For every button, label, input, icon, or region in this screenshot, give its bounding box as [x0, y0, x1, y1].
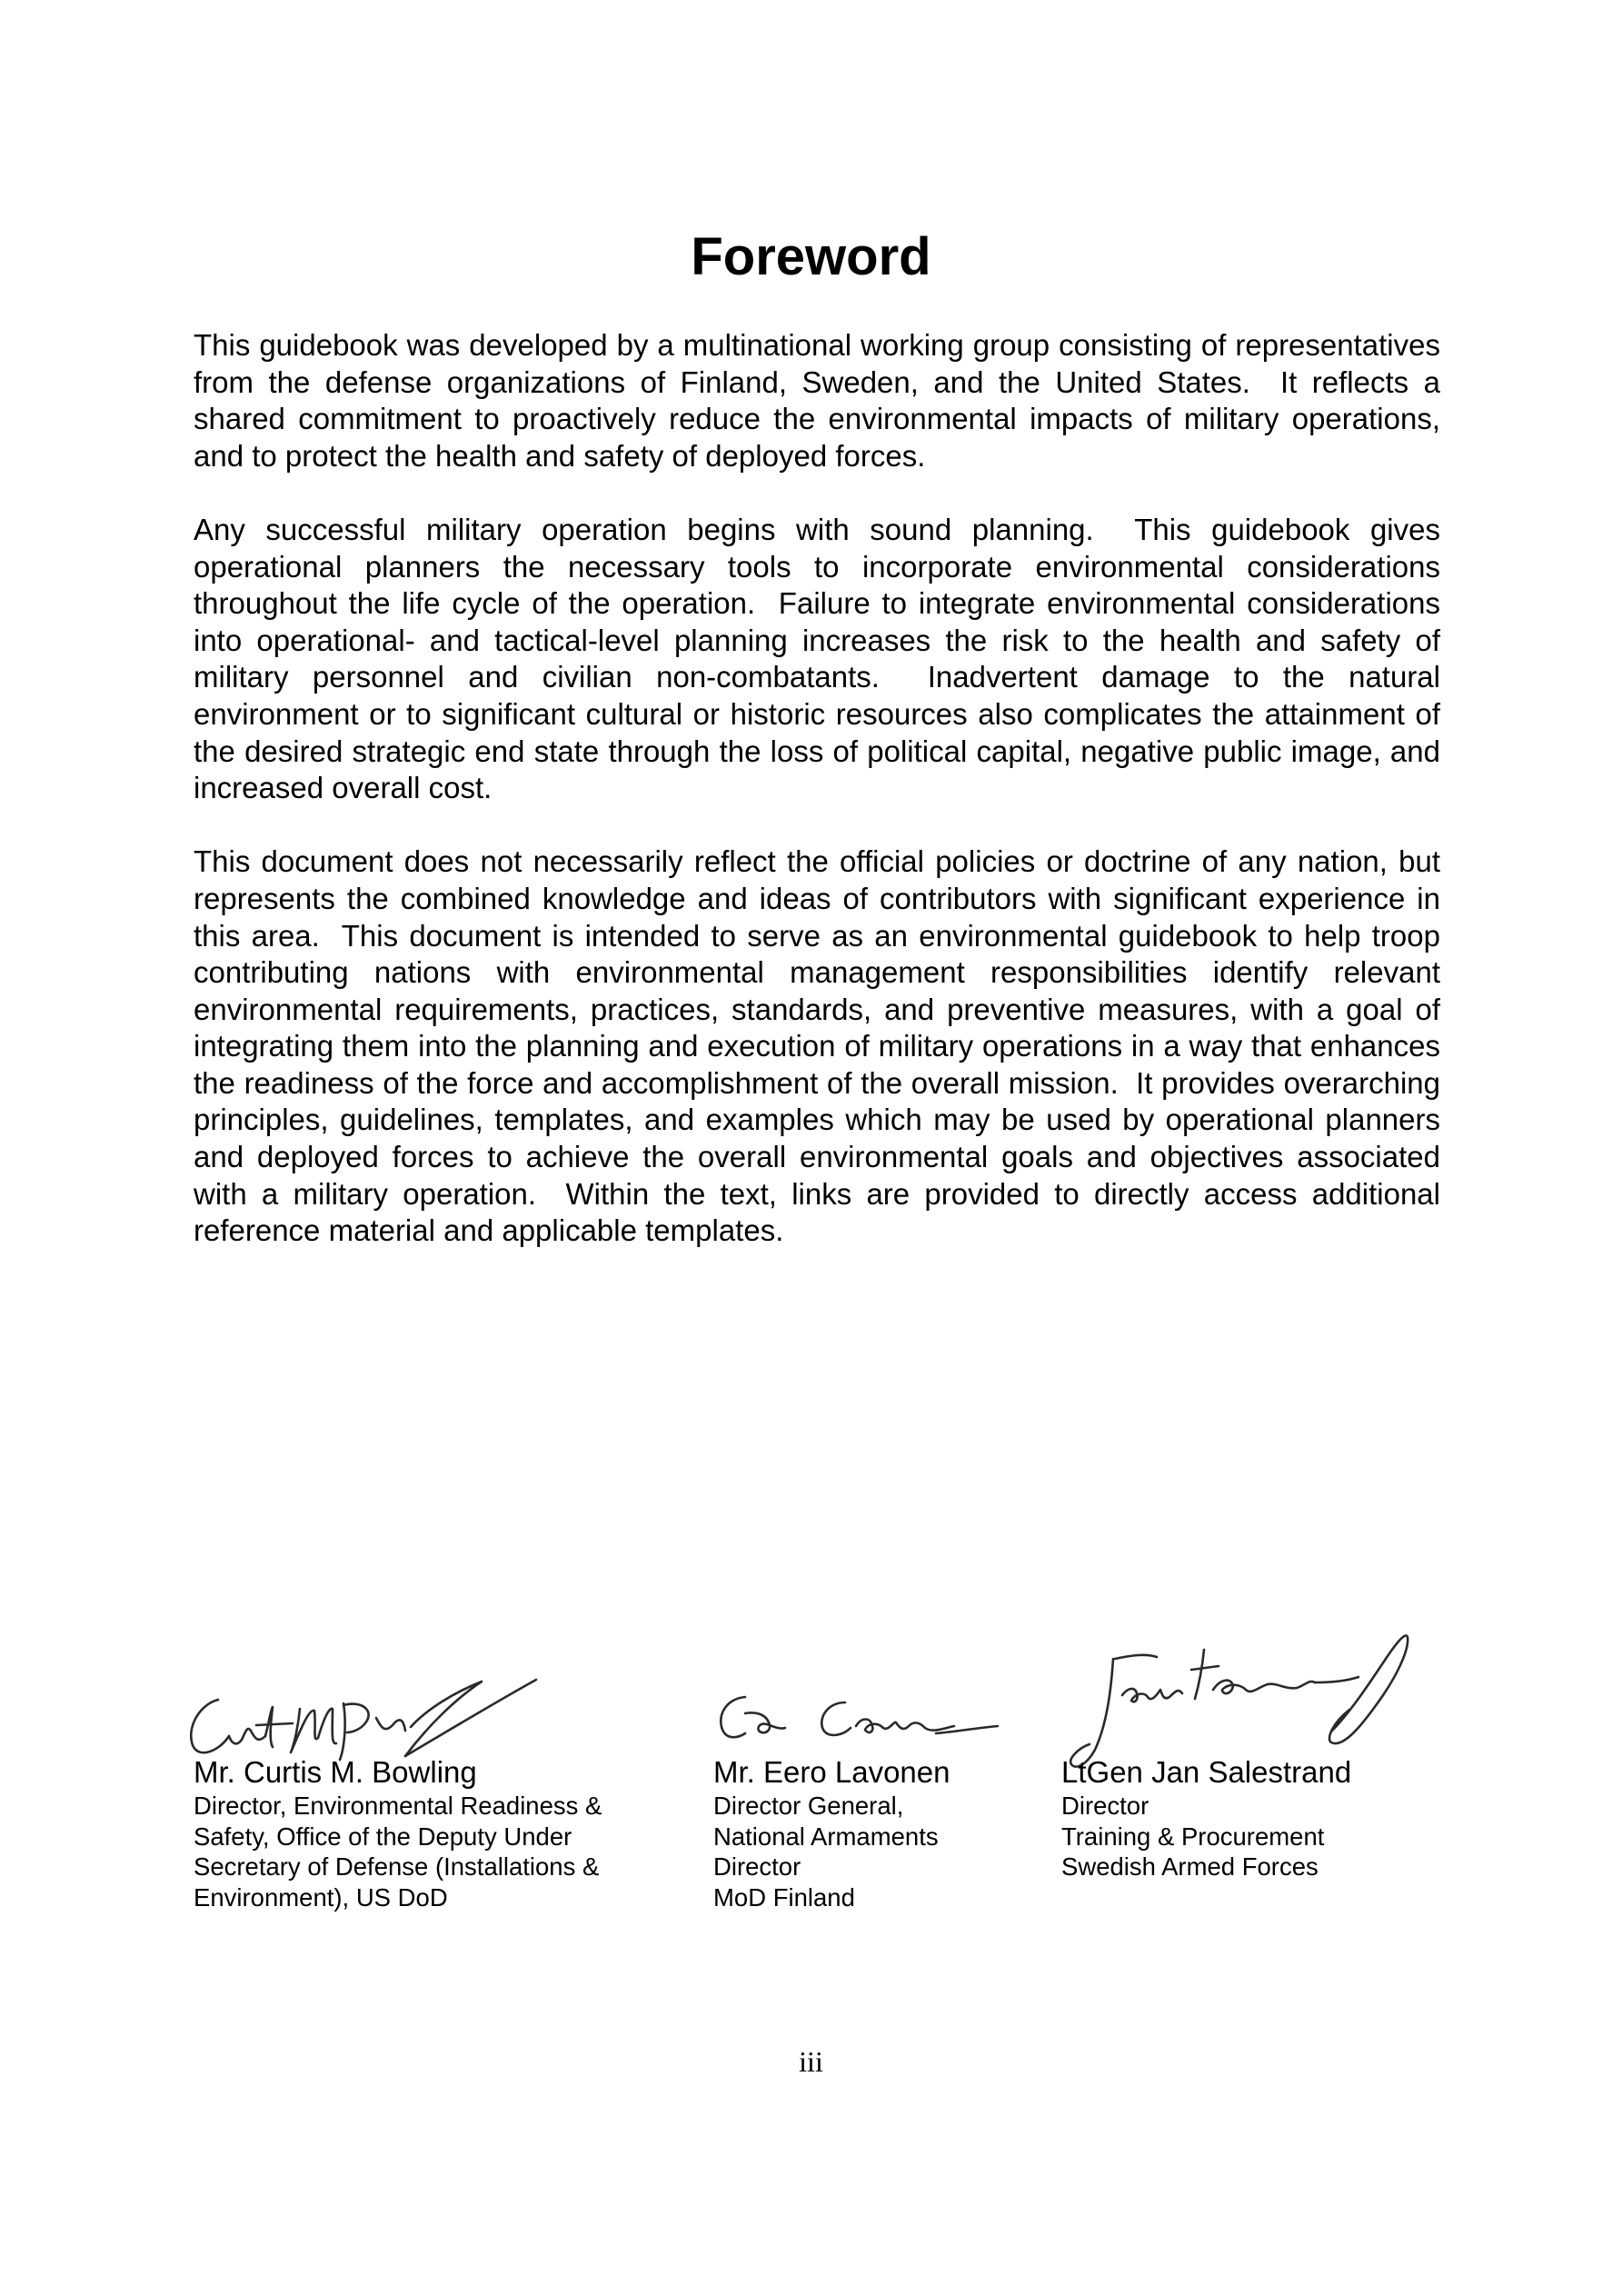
signatory-2-title-line: Director — [713, 1852, 801, 1881]
signatory-2-title-line: MoD Finland — [713, 1882, 855, 1912]
paragraph-3: This document does not necessarily reflect the official policies or doctrine of any nation, but represents the combined knowledge and ideas of contributors with significant experience in this area. This document is intended to serve as an environmental guidebook to help troop contributing nations with environmental management responsibilities identify relevant environmental requirements, practices, standards, and preventive measures, with a goal of integrating them into the planning and execution of military operations in a way that enhances the readiness of the force and accomplishment of the overall mission. It provides overarching principles, guidelines, templates, and examples which may be used by operational planners and deployed forces to achieve the overall environmental goals and objectives associated with a military operation. Within the text, links are provided to directly access additional reference material and applicable templates. — [194, 844, 1449, 1248]
signatory-3-title-line: Director — [1061, 1792, 1149, 1820]
signatory-3-name: LtGen Jan Salestrand — [1061, 1755, 1352, 1789]
page-title: Foreword — [691, 227, 931, 286]
signature-bowling-image — [182, 1672, 545, 1772]
signatory-2-name: Mr. Eero Lavonen — [713, 1755, 950, 1789]
signature-salestrand-image — [1059, 1622, 1422, 1800]
signatory-3 — [1061, 1754, 1351, 1882]
signatory-2-title-line: National Armaments — [713, 1822, 939, 1851]
signatory-2-title-line: Director General, — [713, 1792, 904, 1820]
signatory-1-title-line: Environment), US DoD — [194, 1882, 448, 1912]
signatory-1-title-line: Safety, Office of the Deputy Under — [194, 1822, 572, 1851]
paragraph-2: Any successful military operation begins with sound planning. This guidebook gives operational planners the necessary tools to incorporate environmental considerations throughout the life cycle of the operation. Failure to integrate environmental considerations into operational- and tactical-level planning increases the risk to the health and safety of military personnel and civilian non-combatants. Inadvertent damage to the natural environment or to significant cultural or historic resources also complicates the attainment of the desired strategic end state through the loss of political capital, negative public image, and increased overall cost. — [194, 512, 1449, 805]
signatory-3-title-line: Swedish Armed Forces — [1061, 1852, 1318, 1881]
foreword-body — [194, 327, 1449, 1286]
signatory-1-title-line: Director, Environmental Readiness & — [194, 1792, 602, 1820]
signature-lavonen-image — [709, 1686, 1000, 1750]
signatory-1 — [194, 1754, 602, 1912]
page-number: iii — [799, 2045, 823, 2078]
signatory-3-title-line: Training & Procurement — [1061, 1822, 1325, 1851]
paragraph-1: This guidebook was developed by a multinational working group consisting of representatives from the defense organizations of Finland, Sweden, and the United States. It reflects a shared commitment to proactively reduce the environmental impacts of military operations, and to protect the health and safety of deployed forces. — [194, 328, 1449, 473]
signatory-2 — [713, 1754, 950, 1912]
signatory-1-title-line: Secretary of Defense (Installations & — [194, 1852, 600, 1881]
signatory-1-name: Mr. Curtis M. Bowling — [194, 1755, 477, 1789]
